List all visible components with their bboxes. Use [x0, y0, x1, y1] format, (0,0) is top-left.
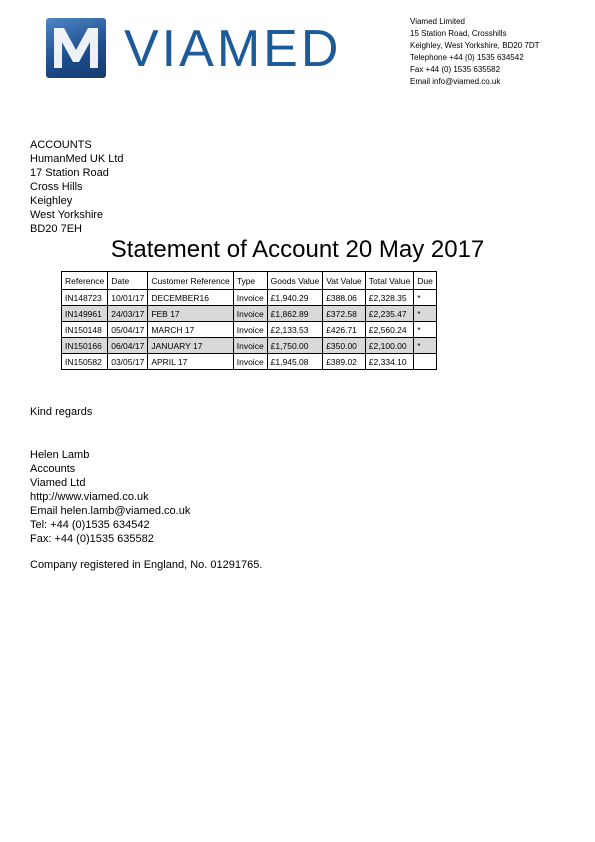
table-row: [62, 322, 437, 338]
company-details: [410, 16, 540, 88]
signature-department: Accounts: [30, 463, 76, 475]
signature-telephone: Tel: +44 (0)1535 634542: [30, 519, 150, 531]
table-row: [62, 354, 437, 370]
signoff: Kind regards: [30, 406, 93, 418]
column-header: Due: [414, 272, 437, 290]
table-row: [62, 290, 437, 306]
company-street: 15 Station Road, Crosshills: [410, 29, 507, 38]
statement-title: Statement of Account 20 May 2017: [110, 236, 485, 263]
company-telephone: Telephone +44 (0) 1535 634542: [410, 53, 524, 62]
table-cell: £350.00: [323, 338, 366, 354]
table-cell: FEB 17: [148, 306, 233, 322]
table-cell: £2,560.24: [365, 322, 413, 338]
column-header: Total Value: [365, 272, 413, 290]
table-cell: Invoice: [233, 354, 267, 370]
table-cell: *: [414, 290, 437, 306]
table-row: [62, 306, 437, 322]
table-cell: £1,940.29: [267, 290, 323, 306]
table-row: [62, 338, 437, 354]
table-cell: £1,862.89: [267, 306, 323, 322]
table-cell: Invoice: [233, 338, 267, 354]
table-cell: IN150582: [62, 354, 108, 370]
table-cell: IN150148: [62, 322, 108, 338]
table-cell: £426.71: [323, 322, 366, 338]
address-line: West Yorkshire: [30, 209, 104, 221]
signature-fax: Fax: +44 (0)1535 635582: [30, 533, 154, 545]
column-header: Date: [108, 272, 148, 290]
table-cell: 24/03/17: [108, 306, 148, 322]
table-cell: £2,133.53: [267, 322, 323, 338]
table-cell: IN149961: [62, 306, 108, 322]
table-cell: £2,235.47: [365, 306, 413, 322]
company-logo: [46, 18, 346, 78]
table-cell: £372.58: [323, 306, 366, 322]
company-email: Email info@viamed.co.uk: [410, 77, 501, 86]
column-header: Goods Value: [267, 272, 323, 290]
table-cell: 06/04/17: [108, 338, 148, 354]
table-cell: £1,945.08: [267, 354, 323, 370]
table-cell: JANUARY 17: [148, 338, 233, 354]
table-cell: £2,334.10: [365, 354, 413, 370]
logo-wordmark: VIAMED: [124, 20, 342, 78]
table-cell: APRIL 17: [148, 354, 233, 370]
address-line: HumanMed UK Ltd: [30, 153, 124, 165]
signature-name: Helen Lamb: [30, 449, 90, 461]
table-cell: £388.06: [323, 290, 366, 306]
table-cell: IN150166: [62, 338, 108, 354]
address-line: ACCOUNTS: [30, 139, 92, 151]
signature-website: http://www.viamed.co.uk: [30, 491, 149, 503]
recipient-address: [30, 138, 124, 236]
table-cell: £1,750.00: [267, 338, 323, 354]
table-cell: [414, 354, 437, 370]
table-header-row: [62, 272, 437, 290]
address-line: BD20 7EH: [30, 223, 82, 235]
table-cell: 03/05/17: [108, 354, 148, 370]
column-header: Reference: [62, 272, 108, 290]
logo-mark: [46, 18, 106, 78]
company-name: Viamed Limited: [410, 17, 465, 26]
column-header: Vat Value: [323, 272, 366, 290]
signature-email: Email helen.lamb@viamed.co.uk: [30, 505, 191, 517]
company-fax: Fax +44 (0) 1535 635582: [410, 65, 501, 74]
table-cell: *: [414, 322, 437, 338]
table-cell: £2,100.00: [365, 338, 413, 354]
table-cell: DECEMBER16: [148, 290, 233, 306]
column-header: Type: [233, 272, 267, 290]
table-cell: 05/04/17: [108, 322, 148, 338]
table-cell: Invoice: [233, 290, 267, 306]
company-town: Keighley, West Yorkshire, BD20 7DT: [410, 41, 540, 50]
table-cell: £389.02: [323, 354, 366, 370]
table-cell: Invoice: [233, 306, 267, 322]
table-cell: 10/01/17: [108, 290, 148, 306]
address-line: Cross Hills: [30, 181, 83, 193]
column-header: Customer Reference: [148, 272, 233, 290]
table-cell: £2,328.35: [365, 290, 413, 306]
address-line: 17 Station Road: [30, 167, 109, 179]
table-cell: MARCH 17: [148, 322, 233, 338]
table-cell: *: [414, 338, 437, 354]
signature-block: [30, 448, 190, 546]
table-cell: IN148723: [62, 290, 108, 306]
table-cell: Invoice: [233, 322, 267, 338]
statement-table: [61, 271, 437, 370]
signature-company: Viamed Ltd: [30, 477, 86, 489]
company-registration: Company registered in England, No. 01291765.: [30, 559, 263, 571]
table-cell: *: [414, 306, 437, 322]
address-line: Keighley: [30, 195, 73, 207]
